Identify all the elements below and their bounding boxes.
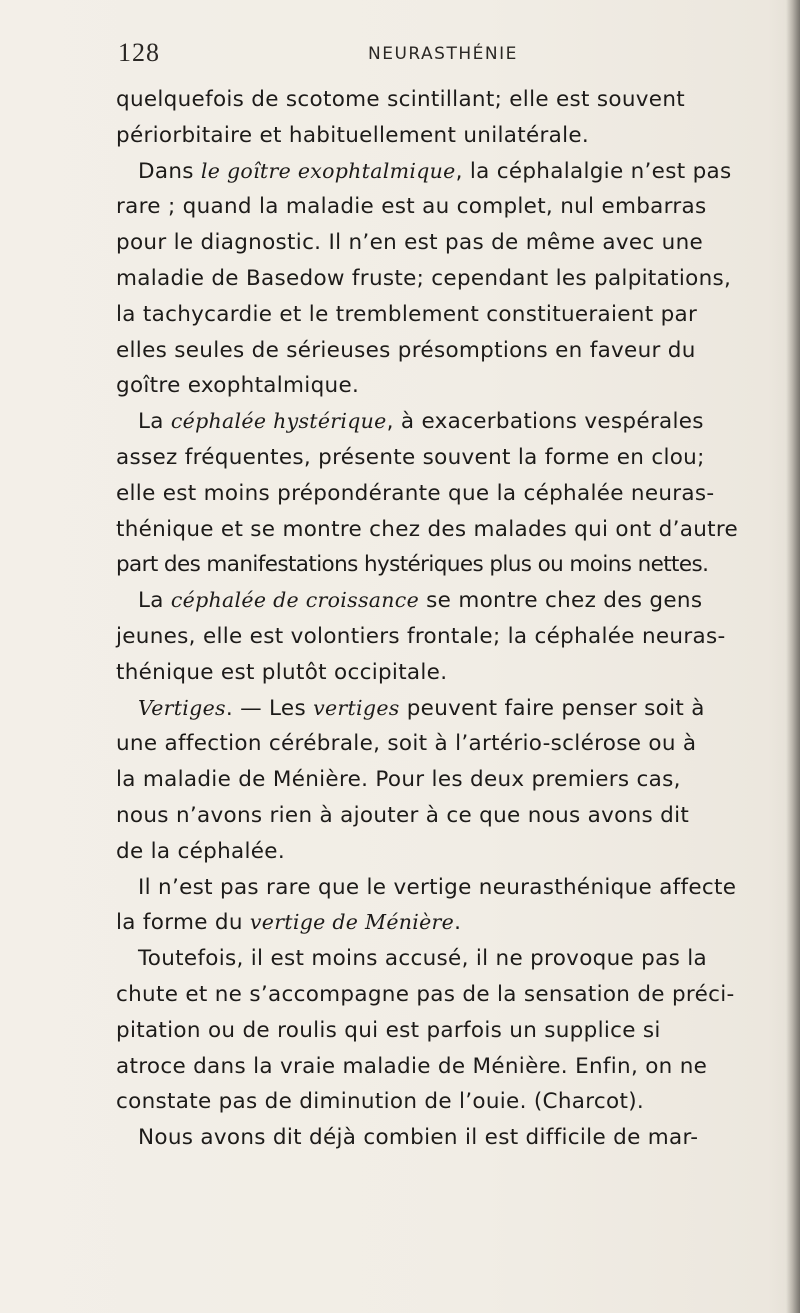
text-line xyxy=(116,619,766,655)
text-line xyxy=(116,834,766,870)
text-line xyxy=(116,154,766,190)
text-segment: pour le diagnostic. Il n’en est pas de même avec une xyxy=(116,230,704,256)
text-segment: jeunes, elle est volontiers frontale; la céphalée neuras- xyxy=(116,623,726,649)
text-segment: La xyxy=(138,409,171,435)
text-segment: thénique est plutôt occipitale. xyxy=(116,659,448,685)
page-number: 128 xyxy=(118,38,160,67)
text-segment: périorbitaire et habituellement unilatérale. xyxy=(116,122,590,148)
italic-text: vertige de Ménière xyxy=(249,910,455,935)
text-segment: elles seules de sérieuses présomptions en faveur du xyxy=(116,337,696,363)
text-segment: La xyxy=(138,588,171,614)
text-segment: , à exacerbations vespérales xyxy=(386,409,704,435)
text-segment: thénique et se montre chez des malades qui ont d’autre xyxy=(116,516,739,542)
text-line xyxy=(116,225,766,261)
text-segment: de la céphalée. xyxy=(116,838,285,864)
page-edge-shadow xyxy=(786,0,800,1313)
text-segment: . — Les xyxy=(225,695,314,721)
text-segment: la forme du xyxy=(116,910,250,936)
text-line xyxy=(116,726,766,762)
text-segment: se montre chez des gens xyxy=(419,588,703,614)
text-segment: maladie de Basedow fruste; cependant les palpitations, xyxy=(116,265,732,291)
text-segment: une affection cérébrale, soit à l’artério-sclérose ou à xyxy=(116,731,697,757)
italic-text: céphalée de croissance xyxy=(170,588,420,613)
text-line xyxy=(116,1084,766,1120)
text-segment: elle est moins prépondérante que la céphalée neuras- xyxy=(116,480,715,506)
text-segment: nous n’avons rien à ajouter à ce que nous avons dit xyxy=(116,802,690,828)
text-line xyxy=(116,583,766,619)
text-segment: , la céphalalgie n’est pas xyxy=(455,158,732,184)
text-line xyxy=(116,118,766,154)
text-segment: . xyxy=(454,910,462,936)
text-line xyxy=(116,905,766,941)
text-segment: quelquefois de scotome scintillant; elle est souvent xyxy=(116,87,685,112)
text-segment: Toutefois, il est moins accusé, il ne provoque pas la xyxy=(138,946,707,972)
text-segment: part des manifestations hystériques plus ou moins nettes. xyxy=(116,552,709,578)
text-line xyxy=(116,1120,766,1156)
text-line xyxy=(116,798,766,834)
text-line xyxy=(116,476,766,512)
text-line xyxy=(116,941,766,977)
text-line xyxy=(116,261,766,297)
text-segment: atroce dans la vraie maladie de Ménière. Enfin, on ne xyxy=(116,1053,708,1079)
text-segment: Il n’est pas rare que le vertige neurasthénique affecte xyxy=(138,874,737,900)
italic-text: céphalée hystérique xyxy=(170,409,387,434)
text-segment: assez fréquentes, présente souvent la forme en clou; xyxy=(116,444,705,470)
text-segment: la maladie de Ménière. Pour les deux premiers cas, xyxy=(116,767,681,793)
text-segment: Dans xyxy=(138,158,201,184)
italic-text: le goître exophtalmique xyxy=(200,158,456,183)
text-line xyxy=(116,189,766,225)
text-segment: rare ; quand la maladie est au complet, nul embarras xyxy=(116,194,707,220)
text-line xyxy=(116,1013,766,1049)
body-text xyxy=(116,82,766,1156)
text-line xyxy=(116,870,766,906)
text-line xyxy=(116,297,766,333)
text-segment: pitation ou de roulis qui est parfois un supplice si xyxy=(116,1017,661,1043)
text-line xyxy=(116,82,766,118)
text-segment: goître exophtalmique. xyxy=(116,373,360,399)
text-line xyxy=(116,368,766,404)
italic-text: Vertiges xyxy=(138,695,226,720)
text-segment: Nous avons dit déjà combien il est difficile de mar- xyxy=(138,1125,699,1151)
running-title: NEURASTHÉNIE xyxy=(368,44,518,64)
text-line xyxy=(116,977,766,1013)
text-line xyxy=(116,691,766,727)
text-line xyxy=(116,1049,766,1085)
text-segment: peuvent faire penser soit à xyxy=(399,695,705,721)
text-line xyxy=(116,547,766,583)
text-line xyxy=(116,512,766,548)
text-line xyxy=(116,333,766,369)
text-line xyxy=(116,762,766,798)
italic-text: vertiges xyxy=(313,695,400,720)
text-segment: la tachycardie et le tremblement constitueraient par xyxy=(116,301,698,327)
text-line xyxy=(116,655,766,691)
text-line xyxy=(116,440,766,476)
text-segment: chute et ne s’accompagne pas de la sensation de préci- xyxy=(116,981,735,1007)
text-line xyxy=(116,404,766,440)
text-segment: constate pas de diminution de l’ouie. (Charcot). xyxy=(116,1089,645,1115)
page-header xyxy=(118,38,738,72)
